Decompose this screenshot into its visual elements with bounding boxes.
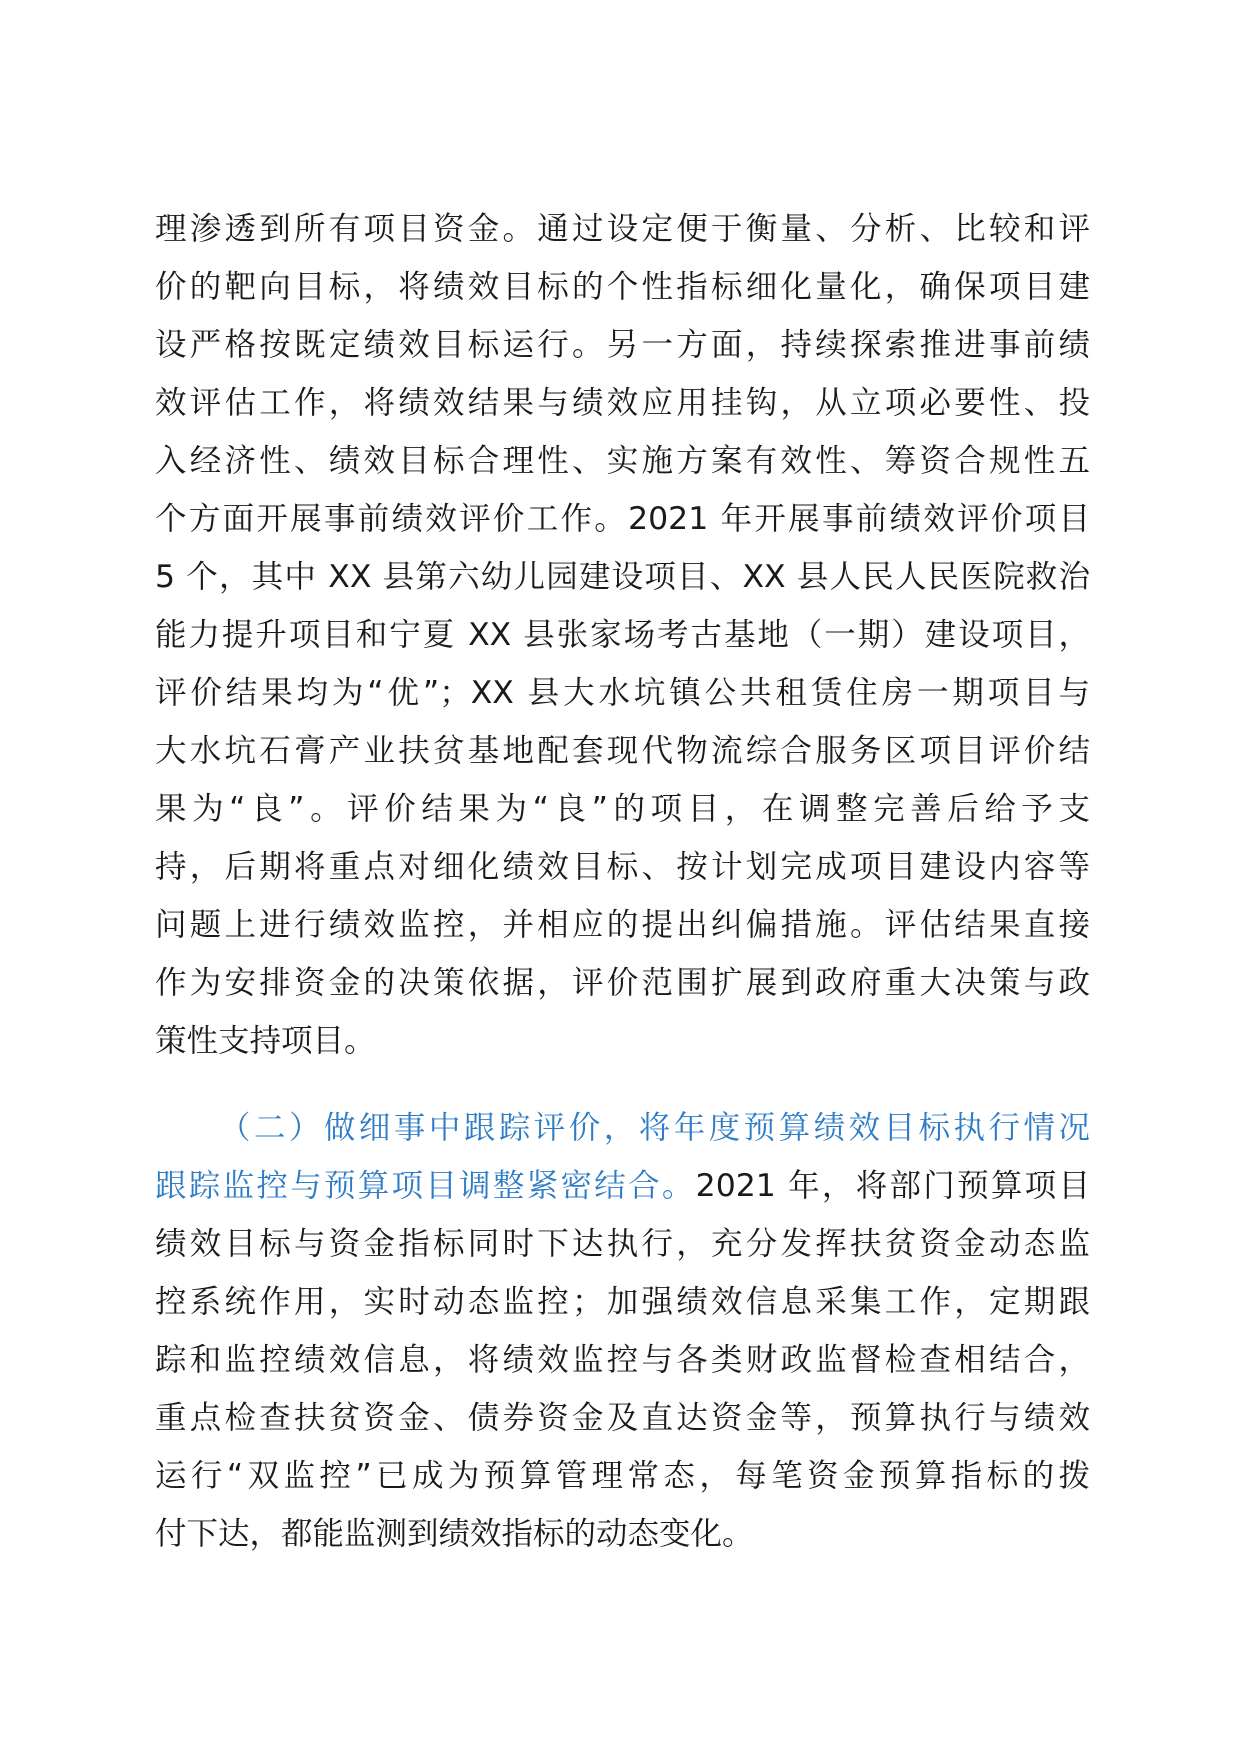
text-line: 踪和监控绩效信息，将绩效监控与各类财政监督检查相结合， [155, 1342, 1090, 1378]
text-line: 策性支持项目。 [155, 1023, 376, 1059]
text-line: 价的靶向目标，将绩效目标的个性指标细化量化，确保项目建 [155, 269, 1090, 305]
text-line: 作为安排资金的决策依据，评价范围扩展到政府重大决策与政 [155, 965, 1090, 1001]
text-line: 付下达，都能监测到绩效指标的动态变化。 [155, 1516, 754, 1552]
text-line: 控系统作用，实时动态监控；加强绩效信息采集工作，定期跟 [155, 1284, 1090, 1320]
text-line: 入经济性、绩效目标合理性、实施方案有效性、筹资合规性五 [155, 443, 1090, 479]
text-line: 运行“双监控”已成为预算管理常态，每笔资金预算指标的拨 [155, 1458, 1090, 1494]
text-line: 个方面开展事前绩效评价工作。2021 年开展事前绩效评价项目 [155, 501, 1090, 537]
text-line: 重点检查扶贫资金、债券资金及直达资金等，预算执行与绩效 [155, 1400, 1090, 1436]
text-line: 问题上进行绩效监控，并相应的提出纠偏措施。评估结果直接 [155, 907, 1090, 943]
text-line: 绩效目标与资金指标同时下达执行，充分发挥扶贫资金动态监 [155, 1226, 1090, 1262]
text-line-mixed [155, 1157, 1090, 1215]
text-line: 果为“良”。评价结果为“良”的项目，在调整完善后给予支 [155, 791, 1090, 827]
section-heading-line: （二）做细事中跟踪评价，将年度预算绩效目标执行情况 [219, 1110, 1090, 1146]
text-line: 能力提升项目和宁夏 XX 县张家场考古基地（一期）建设项目， [155, 617, 1090, 653]
text-line: 评价结果均为“优”；XX 县大水坑镇公共租赁住房一期项目与 [155, 675, 1090, 711]
paragraph-tracking-evaluation [155, 1099, 1090, 1563]
paragraph-performance-evaluation [155, 200, 1090, 1070]
text-segment: 2021 年，将部门预算项目 [695, 1168, 1090, 1204]
text-line: 理渗透到所有项目资金。通过设定便于衡量、分析、比较和评 [155, 211, 1090, 247]
section-heading-continuation: 跟踪监控与预算项目调整紧密结合。 [155, 1168, 696, 1204]
text-line: 设严格按既定绩效目标运行。另一方面，持续探索推进事前绩 [155, 327, 1090, 363]
text-line: 持，后期将重点对细化绩效目标、按计划完成项目建设内容等 [155, 849, 1090, 885]
text-line: 5 个，其中 XX 县第六幼儿园建设项目、XX 县人民人民医院救治 [155, 559, 1090, 595]
text-line: 效评估工作，将绩效结果与绩效应用挂钩，从立项必要性、投 [155, 385, 1090, 421]
text-line: 大水坑石膏产业扶贫基地配套现代物流综合服务区项目评价结 [155, 733, 1090, 769]
